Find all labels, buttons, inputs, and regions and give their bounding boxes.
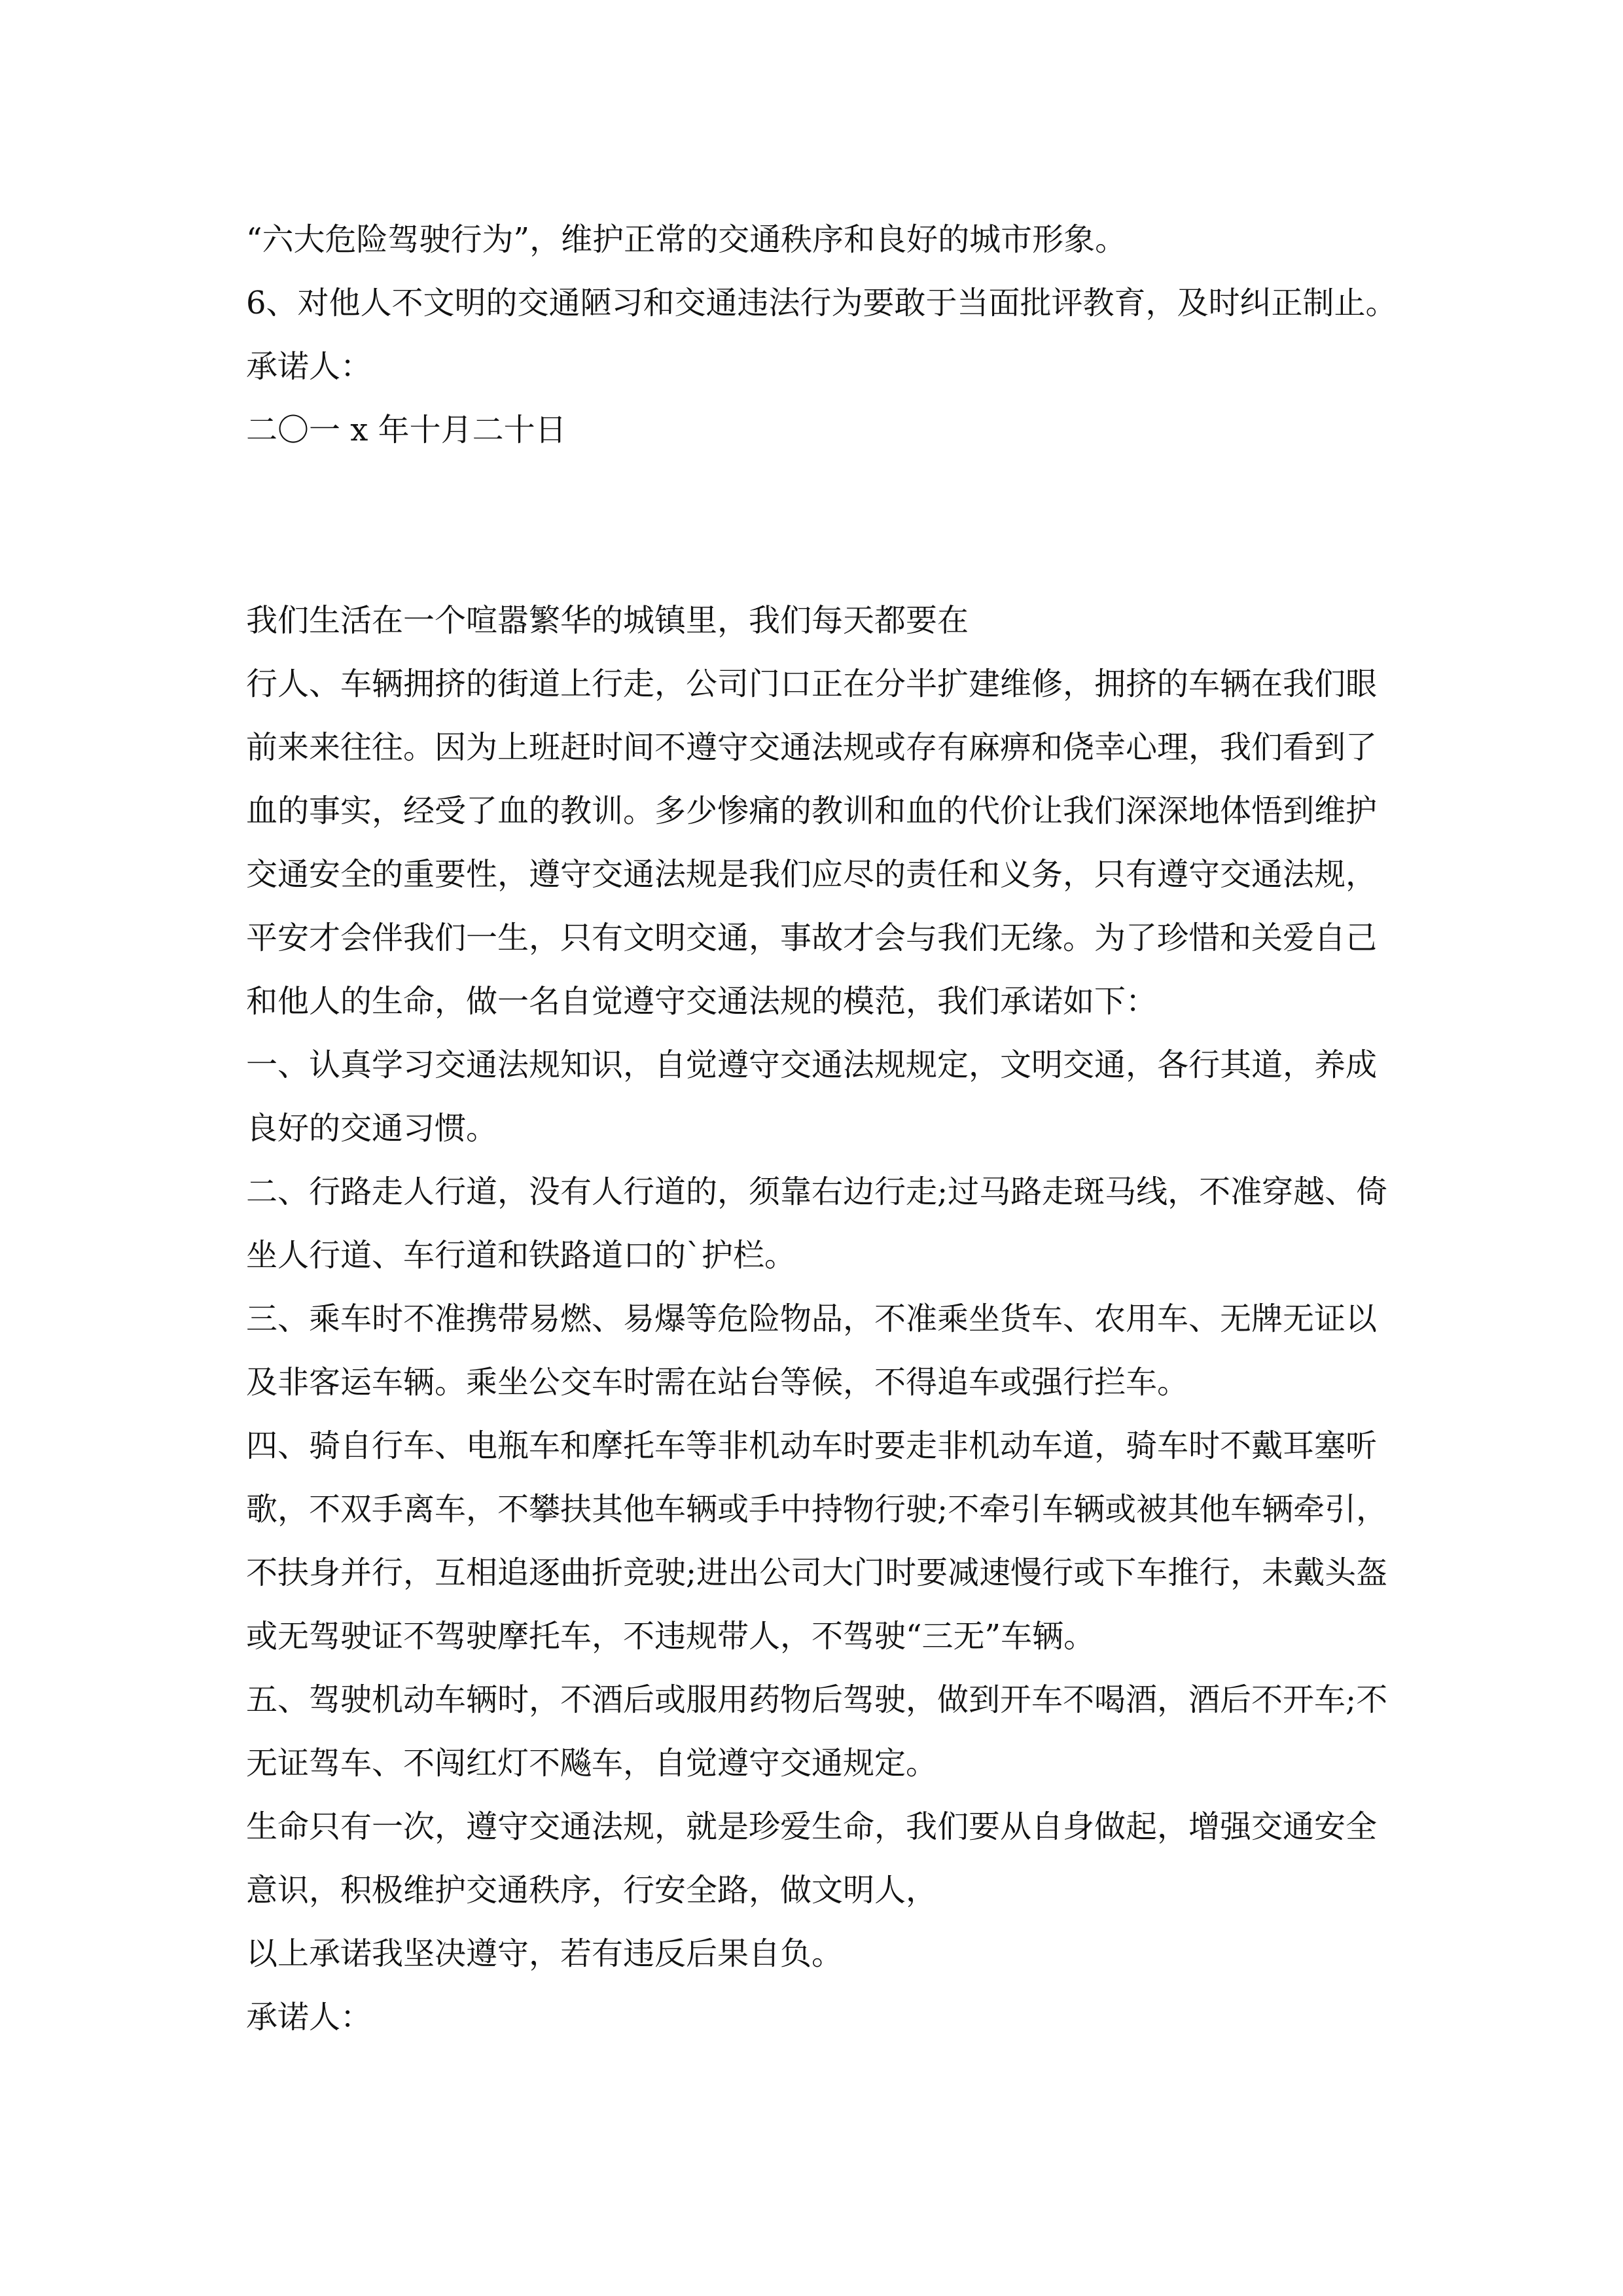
quote-line-dangerous-driving: “六大危险驾驶行为”，维护正常的交通秩序和良好的城市形象。 (246, 221, 1127, 258)
pledger-label-first: 承诺人： (246, 348, 372, 385)
pledge-item-3: 三、乘车时不准携带易燃、易爆等危险物品，不准乘坐货车、农用车、无牌无证以及非客运车辆。乘坐公交车时需在站台等候，不得追车或强行拦车。 (246, 1300, 1378, 1401)
intro-first-line: 我们生活在一个喧嚣繁华的城镇里，我们每天都要在 (246, 602, 969, 639)
pledge-item-1: 一、认真学习交通法规知识，自觉遵守交通法规规定，文明交通，各行其道，养成良好的交通习惯。 (246, 1047, 1378, 1147)
pledge-item-2: 二、行路走人行道，没有人行道的，须靠右边行走;过马路走斑马线，不准穿越、倚坐人行道、车行道和铁路道口的`护栏。 (246, 1174, 1388, 1274)
pledger-label-second: 承诺人： (246, 1999, 372, 2036)
pledge-item-5: 五、驾驶机动车辆时，不酒后或服用药物后驾驶，做到开车不喝酒，酒后不开车;不无证驾车、不闯红灯不飚车，自觉遵守交通规定。 (246, 1681, 1388, 1782)
intro-paragraph: 行人、车辆拥挤的街道上行走，公司门口正在分半扩建维修，拥挤的车辆在我们眼前来来往往。因为上班赶时间不遵守交通法规或存有麻痹和侥幸心理，我们看到了血的事实，经受了血的教训。多少惨痛的教训和血的代价让我们深深地体悟到维护交通安全的重要性，遵守交通法规是我们应尽的责任和义务，只有遵守交通法规，平安才会伴我们一生，只有文明交通，事故才会与我们无缘。为了珍惜和关爱自己和他人的生命，做一名自觉遵守交通法规的模范，我们承诺如下： (246, 666, 1378, 1020)
document-body (246, 208, 1398, 2049)
pledge-item-4: 四、骑自行车、电瓶车和摩托车等非机动车时要走非机动车道，骑车时不戴耳塞听歌，不双手离车，不攀扶其他车辆或手中持物行驶;不牵引车辆或被其他车辆牵引，不扶身并行，互相追逐曲折竞驶;进出公司大门时要减速慢行或下车推行，未戴头盔或无驾驶证不驾驶摩托车，不违规带人，不驾驶“三无”车辆。 (246, 1427, 1388, 1655)
closing-paragraph: 生命只有一次，遵守交通法规，就是珍爱生命，我们要从自身做起，增强交通安全意识，积极维护交通秩序，行安全路，做文明人， (246, 1808, 1378, 1909)
commitment-statement: 以上承诺我坚决遵守，若有违反后果自负。 (246, 1935, 844, 1972)
section-divider-space (246, 462, 1398, 589)
item-6-criticize-violations: 6、对他人不文明的交通陋习和交通违法行为要敢于当面批评教育，及时纠正制止。 (246, 285, 1397, 321)
pledge-date: 二〇一 x 年十月二十日 (246, 412, 567, 448)
